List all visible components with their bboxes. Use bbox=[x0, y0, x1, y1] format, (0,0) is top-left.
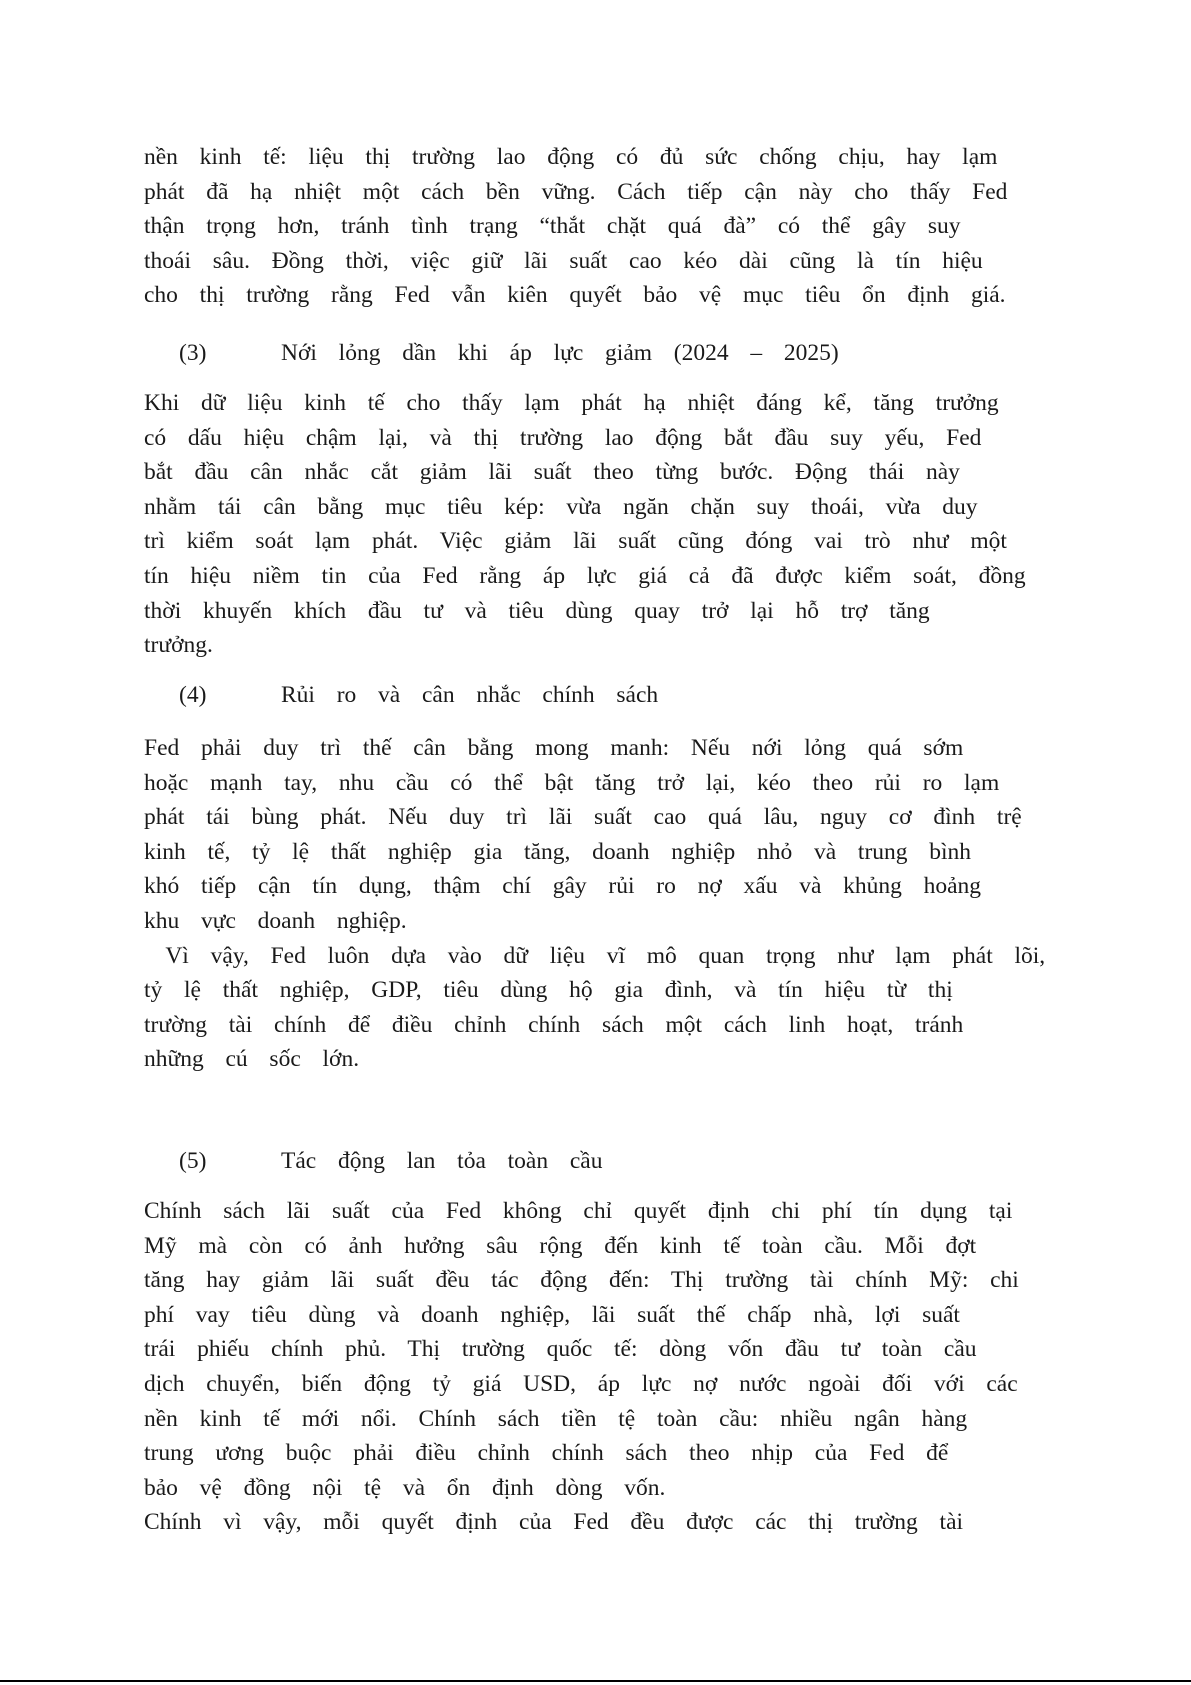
text-line: trưởng. bbox=[144, 632, 213, 659]
text-line: cho thị trường rằng Fed vẫn kiên quyết bảo vệ mục tiêu ổn định giá. bbox=[144, 282, 1006, 309]
text-line: bắt đầu cân nhắc cắt giảm lãi suất theo từng bước. Động thái này bbox=[144, 459, 960, 486]
text-line: trái phiếu chính phủ. Thị trường quốc tế: dòng vốn đầu tư toàn cầu bbox=[144, 1336, 977, 1363]
paragraph-risks bbox=[144, 731, 1045, 1077]
text-line: bảo vệ đồng nội tệ và ổn định dòng vốn. bbox=[144, 1474, 666, 1501]
text-line: Mỹ mà còn có ảnh hưởng sâu rộng đến kinh tế toàn cầu. Mỗi đợt bbox=[144, 1232, 977, 1259]
paragraph-fed-tightening-end bbox=[144, 140, 1007, 313]
text-line: tín hiệu niềm tin của Fed rằng áp lực giá cả đã được kiểm soát, đồng bbox=[144, 562, 1026, 589]
section-title: Rủi ro và cân nhắc chính sách bbox=[281, 682, 659, 708]
section-heading-5 bbox=[144, 1144, 1024, 1179]
text-line: phát đã hạ nhiệt một cách bền vững. Cách tiếp cận này cho thấy Fed bbox=[144, 178, 1008, 205]
text-line: trì kiểm soát lạm phát. Việc giảm lãi suất cũng đóng vai trò như một bbox=[144, 528, 1007, 555]
text-line: có dấu hiệu chậm lại, và thị trường lao động bắt đầu suy yếu, Fed bbox=[144, 424, 982, 451]
text-line: tăng hay giảm lãi suất đều tác động đến: Thị trường tài chính Mỹ: chi bbox=[144, 1267, 1019, 1294]
paragraph-global-impact bbox=[144, 1194, 1019, 1540]
text-line: dịch chuyển, biến động tỷ giá USD, áp lực nợ nước ngoài đối với các bbox=[144, 1370, 1018, 1397]
text-line: nền kinh tế mới nổi. Chính sách tiền tệ toàn cầu: nhiều ngân hàng bbox=[144, 1405, 968, 1432]
text-line: trường tài chính để điều chỉnh chính sách một cách linh hoạt, tránh bbox=[144, 1011, 964, 1038]
text-line: nhằm tái cân bằng mục tiêu kép: vừa ngăn chặn suy thoái, vừa duy bbox=[144, 493, 978, 520]
text-line: Fed phải duy trì thế cân bằng mong manh: Nếu nới lỏng quá sớm bbox=[144, 735, 964, 761]
section-title: Tác động lan tỏa toàn cầu bbox=[281, 1148, 603, 1174]
text-line: những cú sốc lớn. bbox=[144, 1046, 360, 1073]
section-title: Nới lỏng dần khi áp lực giảm (2024 – 2025) bbox=[281, 340, 839, 366]
text-line: phí vay tiêu dùng và doanh nghiệp, lãi suất thế chấp nhà, lợi suất bbox=[144, 1301, 960, 1328]
text-line: thận trọng hơn, tránh tình trạng “thắt chặt quá đà” có thể gây suy bbox=[144, 213, 961, 240]
text-line: khu vực doanh nghiệp. bbox=[144, 907, 407, 934]
paragraph-easing bbox=[144, 386, 1026, 663]
text-line: hoặc mạnh tay, nhu cầu có thể bật tăng trở lại, kéo theo rủi ro lạm bbox=[144, 769, 1000, 796]
section-number: (4) bbox=[179, 682, 207, 708]
text-line: Vì vậy, Fed luôn dựa vào dữ liệu vĩ mô quan trọng như lạm phát lõi, bbox=[144, 942, 1046, 969]
text-line: trung ương buộc phải điều chỉnh chính sách theo nhịp của Fed để bbox=[144, 1440, 949, 1467]
page-bottom-rule bbox=[0, 1680, 1191, 1682]
text-line: thoái sâu. Đồng thời, việc giữ lãi suất cao kéo dài cũng là tín hiệu bbox=[144, 247, 983, 274]
text-line: phát tái bùng phát. Nếu duy trì lãi suất cao quá lâu, nguy cơ đình trệ bbox=[144, 804, 1022, 831]
text-line: Chính vì vậy, mỗi quyết định của Fed đều được các thị trường tài bbox=[144, 1509, 964, 1536]
text-line: thời khuyến khích đầu tư và tiêu dùng quay trở lại hỗ trợ tăng bbox=[144, 597, 930, 624]
section-number: (3) bbox=[179, 340, 207, 366]
text-line: Chính sách lãi suất của Fed không chỉ quyết định chi phí tín dụng tại bbox=[144, 1198, 1013, 1224]
text-line: kinh tế, tỷ lệ thất nghiệp gia tăng, doanh nghiệp nhỏ và trung bình bbox=[144, 838, 972, 865]
section-heading-3 bbox=[144, 336, 1024, 371]
section-heading-4 bbox=[144, 678, 1024, 713]
text-line: nền kinh tế: liệu thị trường lao động có đủ sức chống chịu, hay lạm bbox=[144, 144, 998, 170]
text-line: tỷ lệ thất nghiệp, GDP, tiêu dùng hộ gia đình, và tín hiệu từ thị bbox=[144, 977, 953, 1004]
text-line: khó tiếp cận tín dụng, thậm chí gây rủi ro nợ xấu và khủng hoảng bbox=[144, 873, 982, 900]
text-line: Khi dữ liệu kinh tế cho thấy lạm phát hạ nhiệt đáng kể, tăng trưởng bbox=[144, 390, 999, 416]
section-number: (5) bbox=[179, 1148, 207, 1174]
